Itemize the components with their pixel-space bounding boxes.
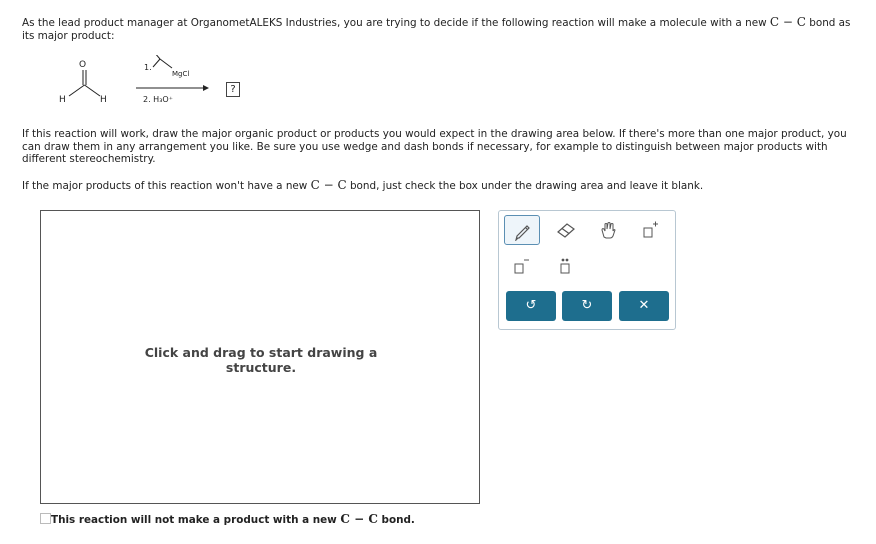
- intro-text: As the lead product manager at OrganometALEKS Industries, you are trying to decide if the following reaction will make a molecule with a new: [22, 17, 770, 29]
- hand-icon: [598, 220, 618, 240]
- no-product-bond: C − C: [310, 178, 347, 192]
- clear-button[interactable]: ✕: [619, 291, 669, 321]
- checkbox-label-bond: C − C: [340, 512, 378, 526]
- instructions: If this reaction will work, draw the major organic product or products you would expect in the drawing area below. If there's more than one major product, you can draw them in any arrangement you like. Be sure you use wedge and dash bonds if necessary, for example to distinguish between major products with different stereochemistry.: [22, 128, 847, 165]
- step1-number: 1.: [144, 63, 152, 72]
- reaction-scheme: [50, 55, 250, 111]
- no-product-text-end: bond, just check the box under the drawing area and leave it blank.: [346, 180, 704, 192]
- checkbox-label-text: This reaction will not make a product with a new: [51, 514, 341, 526]
- remove-charge-icon: [512, 256, 532, 276]
- drawing-hint: Click and drag to start drawing a structure.: [144, 345, 378, 375]
- drawing-area[interactable]: [40, 210, 480, 504]
- no-product-note: [22, 179, 862, 193]
- no-product-text: If the major products of this reaction won't have a new: [22, 180, 311, 192]
- checkbox-label-end: bond.: [377, 514, 415, 526]
- pencil-icon: [513, 221, 533, 241]
- help-button[interactable]: ?: [226, 82, 240, 97]
- drawing-toolbar: [498, 210, 676, 330]
- grignard-reagent-label: MgCl: [172, 70, 190, 78]
- remove-charge-button[interactable]: [504, 251, 540, 281]
- hydrogen-left-label: H: [59, 95, 66, 105]
- step2-reagent: 2. H₃O⁺: [143, 95, 173, 104]
- no-product-checkbox[interactable]: [40, 513, 51, 524]
- intro-text-end: bond as its major product:: [22, 17, 851, 42]
- hydrogen-right-label: H: [100, 95, 107, 105]
- lone-pair-button[interactable]: [547, 251, 583, 281]
- eraser-tool-button[interactable]: [547, 215, 583, 245]
- oxygen-label: O: [79, 60, 87, 70]
- redo-button[interactable]: ↻: [562, 291, 612, 321]
- question-intro: [22, 16, 862, 42]
- eraser-icon: [555, 220, 577, 240]
- no-product-checkbox-label[interactable]: [51, 512, 415, 526]
- intro-bond: C − C: [769, 15, 806, 29]
- add-charge-icon: [641, 220, 661, 240]
- undo-button[interactable]: ↺: [506, 291, 556, 321]
- pencil-tool-button[interactable]: [504, 215, 540, 245]
- hand-tool-button[interactable]: [590, 215, 626, 245]
- lone-pair-icon: [555, 256, 575, 276]
- add-charge-button[interactable]: [633, 215, 669, 245]
